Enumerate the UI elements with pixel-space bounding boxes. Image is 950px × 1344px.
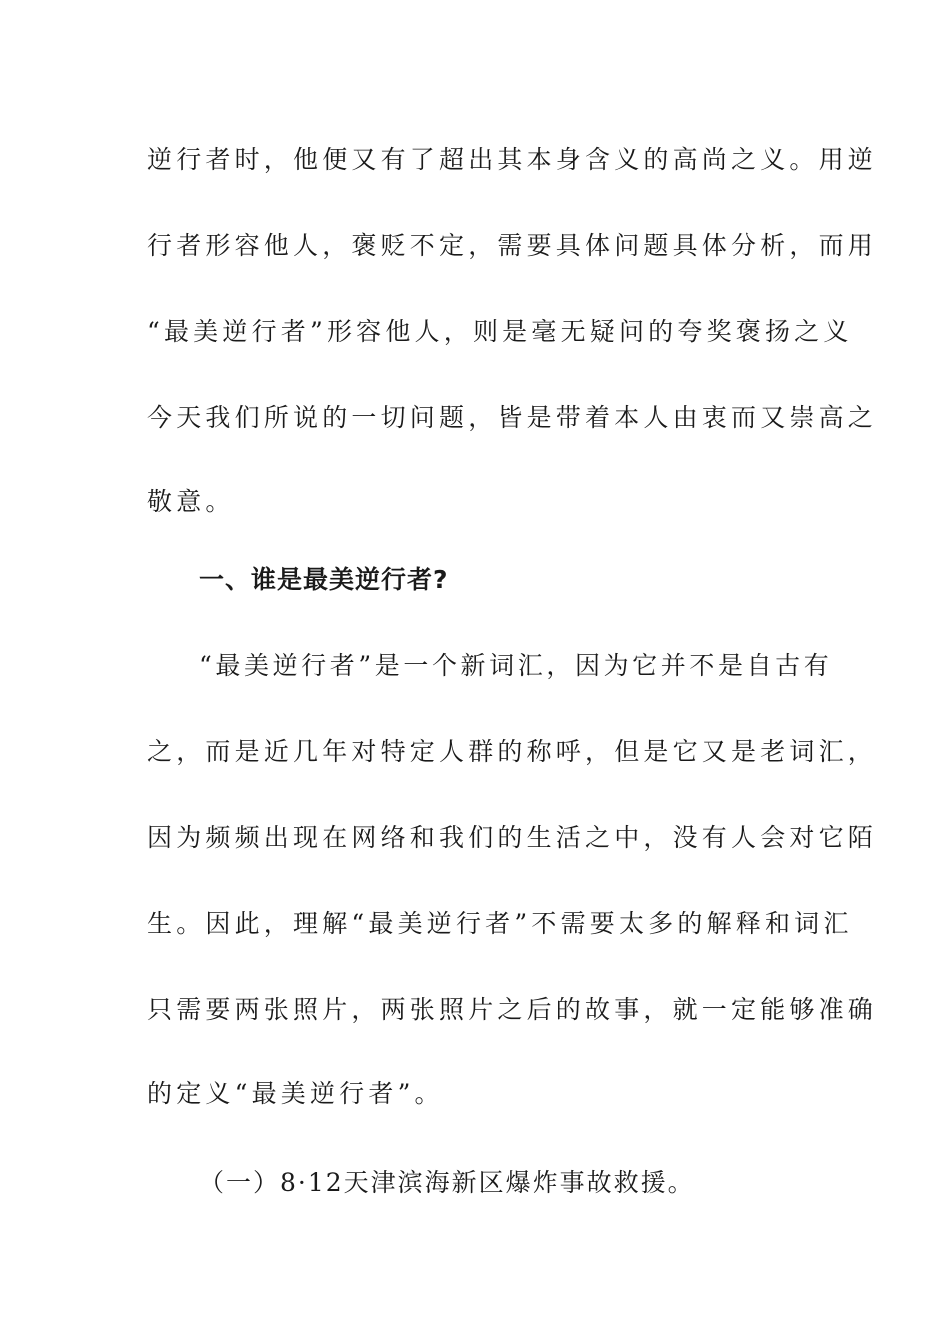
paragraph-2-line-3: 因为频频出现在网络和我们的生活之中，没有人会对它陌 [147,823,878,852]
paragraph-2-line-4: 生。因此，理解“最美逆行者”不需要太多的解释和词汇 [147,909,853,938]
paragraph-2-line-5: 只需要两张照片，两张照片之后的故事，就一定能够准确 [147,995,878,1024]
section-heading: 一、谁是最美逆行者? [199,565,449,594]
subheading: （一）8·12天津滨海新区爆炸事故救援。 [199,1168,695,1197]
paragraph-1-line-2: 行者形容他人，褒贬不定，需要具体问题具体分析，而用 [147,231,878,260]
paragraph-2-line-6: 的定义“最美逆行者”。 [147,1079,444,1108]
paragraph-2-line-1: “最美逆行者”是一个新词汇，因为它并不是自古有 [199,651,833,680]
paragraph-2-line-2: 之，而是近几年对特定人群的称呼，但是它又是老词汇， [147,737,878,766]
paragraph-1-line-5: 敬意。 [147,487,235,516]
paragraph-1-line-4: 今天我们所说的一切问题，皆是带着本人由衷而又崇高之 [147,403,878,432]
paragraph-1-line-1: 逆行者时，他便又有了超出其本身含义的高尚之义。用逆 [147,145,878,174]
paragraph-1-line-3: “最美逆行者”形容他人，则是毫无疑问的夸奖褒扬之义 [147,317,853,346]
